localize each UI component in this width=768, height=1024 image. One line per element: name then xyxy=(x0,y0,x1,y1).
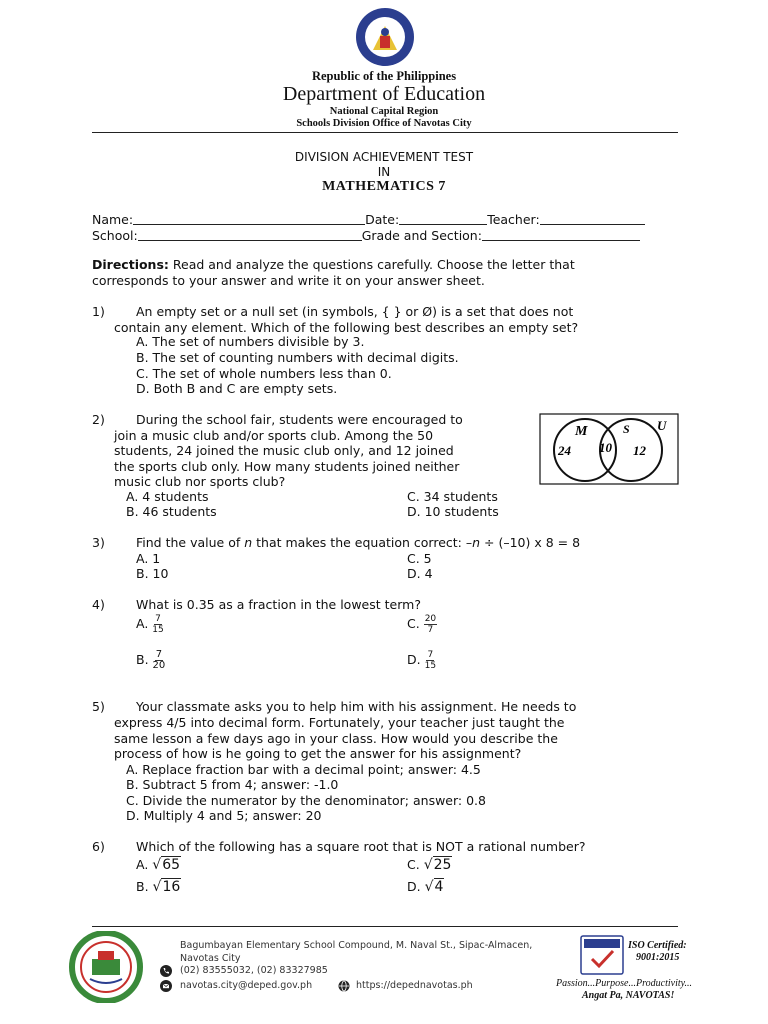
footer-tagline: Passion...Purpose...Productivity... xyxy=(556,978,693,989)
deped-seal-icon xyxy=(347,6,423,68)
frac-den: 15 xyxy=(424,661,437,671)
frac-den: 20 xyxy=(152,660,166,671)
q5-option-d[interactable]: D. Multiply 4 and 5; answer: 20 xyxy=(126,808,322,823)
q1-option-b[interactable]: B. The set of counting numbers with decimal digits. xyxy=(136,350,459,365)
frac-num: 7 xyxy=(155,649,163,660)
radicand: 4 xyxy=(434,879,444,895)
q5-stem-line3: same lesson a few days ago in your class. How would you describe the xyxy=(114,731,558,746)
frac-num: 7 xyxy=(155,614,161,624)
q5-option-c[interactable]: C. Divide the numerator by the denominator; answer: 0.8 xyxy=(126,793,486,808)
footer-website[interactable]: https://depednavotas.ph xyxy=(356,980,473,991)
q2-stem-line5: music club nor sports club? xyxy=(114,474,286,489)
directions-line1 xyxy=(92,257,575,273)
radicand: 65 xyxy=(162,857,181,873)
q6-option-a-radical xyxy=(152,856,181,874)
q4-option-c-fraction xyxy=(424,614,437,635)
q2-stem-line4: the sports club only. How many students joined neither xyxy=(114,459,460,474)
q2-option-b[interactable]: B. 46 students xyxy=(126,504,217,519)
q6-number: 6) xyxy=(92,839,105,854)
test-subject: MATHEMATICS 7 xyxy=(322,179,446,194)
q1-stem-line2: contain any element. Which of the following best describes an empty set? xyxy=(114,320,579,335)
q4-stem: What is 0.35 as a fraction in the lowest term? xyxy=(136,597,421,612)
iso-certified-label: ISO Certified: xyxy=(628,940,687,951)
teacher-field[interactable] xyxy=(540,211,645,225)
q3-option-c[interactable]: C. 5 xyxy=(407,551,432,566)
country-name: Republic of the Philippines xyxy=(311,69,457,83)
division-name: Schools Division Office of Navotas City xyxy=(296,118,472,129)
q2-stem-line1: During the school fair, students were encouraged to xyxy=(136,412,463,427)
radical-sign: √ xyxy=(424,879,434,895)
q3-stem-part2: that makes the equation correct: – xyxy=(252,535,473,550)
name-label: Name: xyxy=(92,212,134,227)
q6-option-c-label: C. xyxy=(407,857,420,872)
q5-stem-line2: express 4/5 into decimal form. Fortunately, your teacher just taught the xyxy=(114,715,565,730)
q1-number: 1) xyxy=(92,304,105,319)
radical-sign: √ xyxy=(423,857,433,873)
test-title: DIVISION ACHIEVEMENT TEST xyxy=(294,150,474,164)
q3-option-b[interactable]: B. 10 xyxy=(136,566,169,581)
q6-option-b[interactable] xyxy=(136,878,181,896)
q3-option-a[interactable]: A. 1 xyxy=(136,551,161,566)
q4-option-b[interactable] xyxy=(136,649,165,671)
directions-label: Directions: xyxy=(92,257,169,272)
school-label: School: xyxy=(92,228,138,243)
school-field[interactable] xyxy=(138,227,362,241)
q5-option-a[interactable]: A. Replace fraction bar with a decimal point; answer: 4.5 xyxy=(126,762,481,777)
q4-option-c[interactable] xyxy=(407,613,437,635)
venn-value-middle: 10 xyxy=(599,440,612,455)
header-divider xyxy=(92,132,678,133)
frac-num: 7 xyxy=(427,650,434,660)
navotas-city-seal-icon xyxy=(64,931,148,1003)
q5-option-b[interactable]: B. Subtract 5 from 4; answer: -1.0 xyxy=(126,777,339,792)
q2-option-a[interactable]: A. 4 students xyxy=(126,489,209,504)
q6-option-d-radical xyxy=(425,878,445,896)
footer-address-line1: Bagumbayan Elementary School Compound, M. Naval St., Sipac-Almacen, xyxy=(180,940,533,951)
q3-variable-n2: n xyxy=(472,535,481,550)
q1-stem-line1: An empty set or a null set (in symbols, { } or Ø) is a set that does not xyxy=(136,304,574,319)
q1-option-d[interactable]: D. Both B and C are empty sets. xyxy=(136,381,338,396)
venn-label-u: U xyxy=(657,418,667,433)
q1-option-a[interactable]: A. The set of numbers divisible by 3. xyxy=(136,334,365,349)
q6-option-d-label: D. xyxy=(407,879,421,894)
frac-den: 7 xyxy=(427,625,434,635)
venn-value-left: 24 xyxy=(558,443,571,458)
q3-stem-part3: ÷ (–10) x 8 = 8 xyxy=(480,535,581,550)
q6-stem: Which of the following has a square root that is NOT a rational number? xyxy=(136,839,586,854)
frac-den: 15 xyxy=(152,625,164,635)
q4-option-b-fraction xyxy=(153,650,166,671)
q3-number: 3) xyxy=(92,535,105,550)
iso-standard: 9001:2015 xyxy=(636,952,680,963)
q3-variable-n: n xyxy=(244,535,253,550)
iso-certification-badge-icon xyxy=(580,935,624,975)
q2-number: 2) xyxy=(92,412,105,427)
q2-stem-line2: join a music club and/or sports club. Among the 50 xyxy=(114,428,434,443)
q6-option-d[interactable] xyxy=(407,878,444,896)
name-date-teacher-row xyxy=(92,211,645,228)
q4-option-a-fraction xyxy=(152,614,163,635)
globe-icon xyxy=(338,980,350,992)
grade-section-field[interactable] xyxy=(482,227,640,241)
teacher-label: Teacher: xyxy=(487,212,540,227)
q1-option-c[interactable]: C. The set of whole numbers less than 0. xyxy=(136,366,392,381)
footer-email[interactable]: navotas.city@deped.gov.ph xyxy=(180,980,313,991)
directions-line2: corresponds to your answer and write it on your answer sheet. xyxy=(92,273,485,288)
venn-label-s: S xyxy=(623,422,630,436)
q6-option-b-label: B. xyxy=(136,879,149,894)
venn-value-right: 12 xyxy=(633,443,646,458)
q6-option-c[interactable] xyxy=(407,856,452,874)
q2-stem-line3: students, 24 joined the music club only, and 12 joined xyxy=(114,443,454,458)
date-label: Date: xyxy=(365,212,400,227)
radical-sign: √ xyxy=(152,879,162,895)
q6-option-a[interactable] xyxy=(136,856,181,874)
q4-option-d-fraction xyxy=(425,650,436,671)
date-field[interactable] xyxy=(399,211,487,225)
frac-num: 20 xyxy=(424,614,437,624)
q4-option-c-label: C. xyxy=(407,616,420,631)
footer-divider xyxy=(92,926,678,927)
q3-stem xyxy=(136,535,580,551)
directions-text1: Read and analyze the questions carefully. Choose the letter that xyxy=(168,257,575,272)
q6-option-a-label: A. xyxy=(136,857,149,872)
school-grade-row xyxy=(92,227,640,244)
q4-option-a[interactable] xyxy=(136,613,164,635)
q5-stem-line1: Your classmate asks you to help him with his assignment. He needs to xyxy=(136,699,577,714)
name-field[interactable] xyxy=(133,211,365,225)
q4-option-d-label: D. xyxy=(407,652,421,667)
phone-icon xyxy=(160,965,172,977)
q3-option-d[interactable]: D. 4 xyxy=(407,566,433,581)
region-name: National Capital Region xyxy=(329,106,439,117)
q2-venn-diagram xyxy=(539,413,679,485)
q3-stem-part1: Find the value of xyxy=(136,535,245,550)
q2-option-d[interactable]: D. 10 students xyxy=(407,504,499,519)
q4-number: 4) xyxy=(92,597,105,612)
department-name: Department of Education xyxy=(282,83,486,105)
grade-section-label: Grade and Section: xyxy=(361,228,482,243)
q5-stem-line4: process of how is he going to get the answer for his assignment? xyxy=(114,746,522,761)
test-title-in: IN xyxy=(377,165,391,179)
q6-option-c-radical xyxy=(424,856,453,874)
footer-phone: (02) 83555032, (02) 83327985 xyxy=(180,965,328,976)
email-icon xyxy=(160,980,172,992)
radicand: 25 xyxy=(433,857,452,873)
venn-label-m: M xyxy=(575,424,588,439)
footer-motto: Angat Pa, NAVOTAS! xyxy=(582,990,675,1001)
q5-number: 5) xyxy=(92,699,105,714)
footer-address-line2: Navotas City xyxy=(180,953,241,964)
q6-option-b-radical xyxy=(153,878,182,896)
radicand: 16 xyxy=(162,879,181,895)
q4-option-b-label: B. xyxy=(136,652,149,667)
q4-option-a-label: A. xyxy=(136,616,149,631)
q2-option-c[interactable]: C. 34 students xyxy=(407,489,498,504)
q4-option-d[interactable] xyxy=(407,649,436,671)
radical-sign: √ xyxy=(152,857,162,873)
